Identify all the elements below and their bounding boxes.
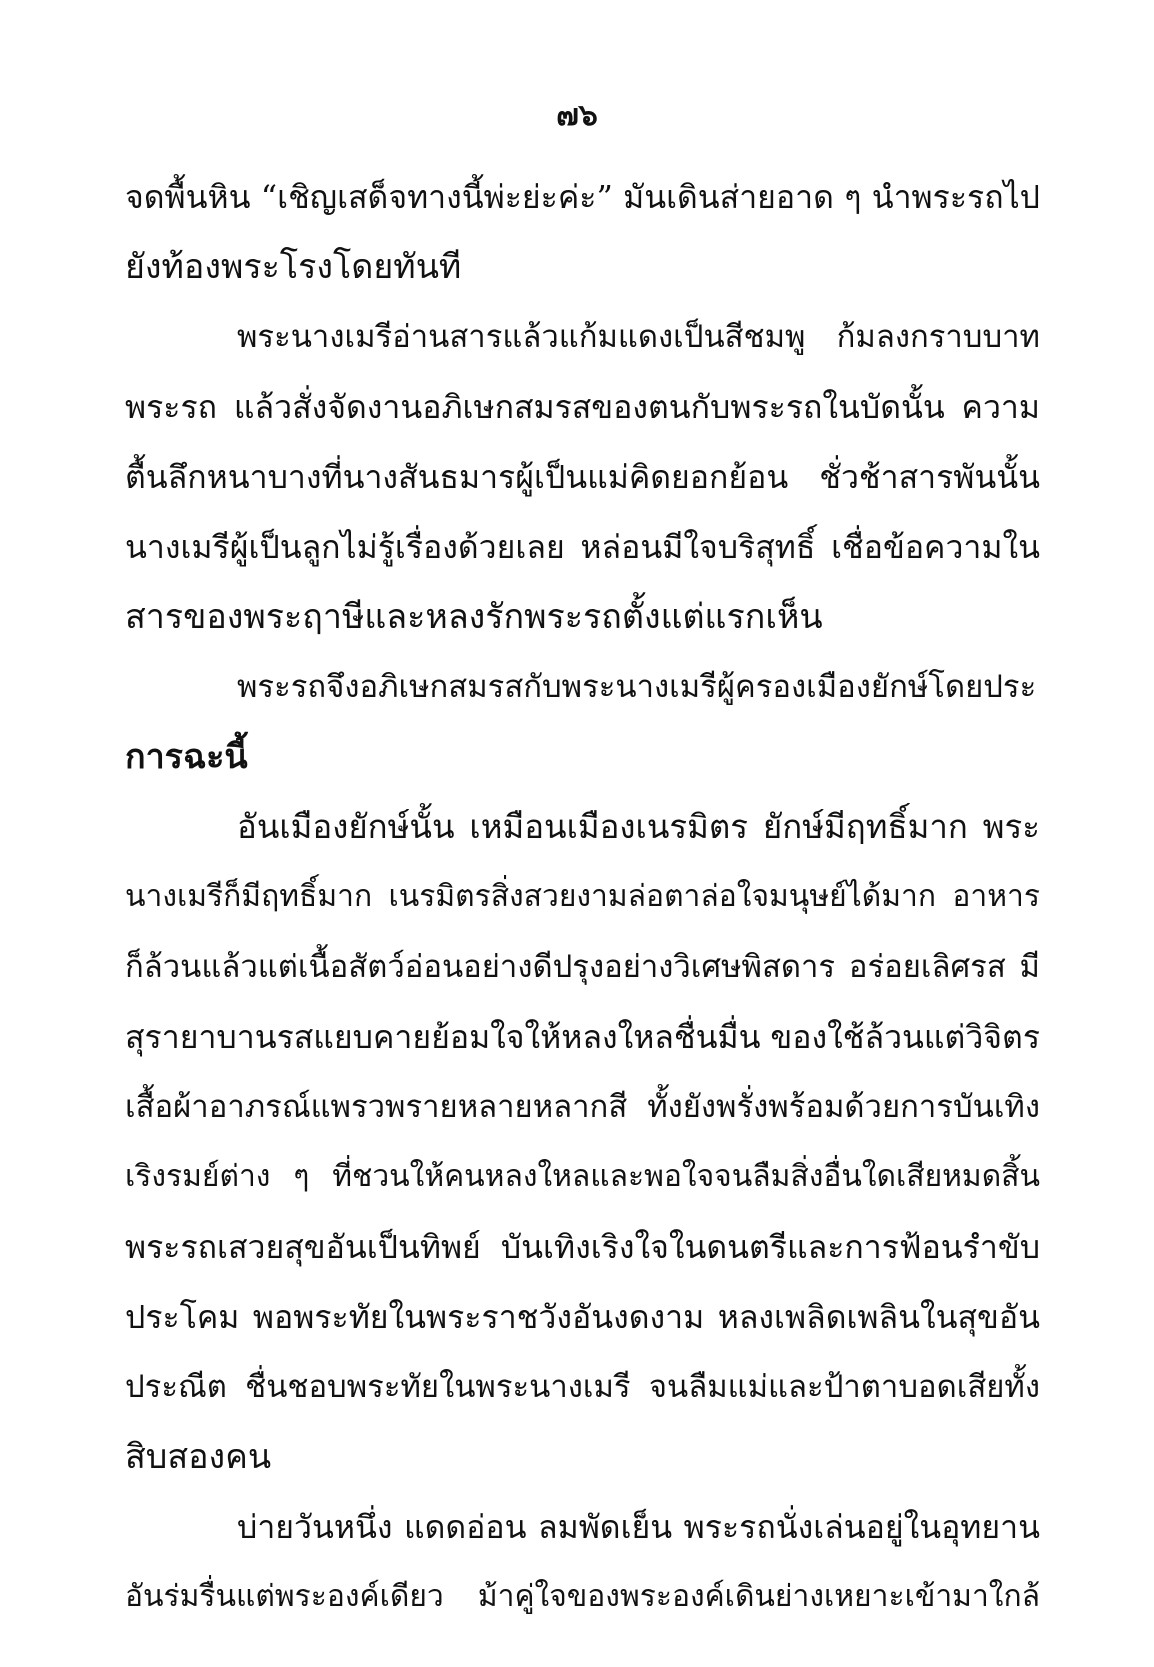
word: ๆ xyxy=(293,1159,310,1194)
word: พอพระทัยในพระราชวังอันงดงาม xyxy=(252,1298,705,1336)
word: จดพื้นหิน xyxy=(125,178,251,216)
page-number: ๗๖ xyxy=(556,98,598,133)
word: อันเมืองยักษ์นั้น xyxy=(237,807,455,846)
word: แล้วสั่งจัดงานอภิเษกสมรสของตนกับพระรถในบัดนั้น xyxy=(233,388,945,426)
word: นางเมรีก็มีฤทธิ์มาก xyxy=(125,879,373,914)
word: เสื้อผ้าอาภรณ์แพรวพรายหลายหลากสี xyxy=(125,1089,628,1125)
word: หลงเพลิดเพลินในสุขอัน xyxy=(717,1298,1040,1336)
text-line: พระรถจึงอภิเษกสมรสกับพระนางเมรีผู้ครองเมืองยักษ์โดยประ xyxy=(237,669,1037,705)
word: บันเทิงเริงใจในดนตรีและการฟ้อนรำขับ xyxy=(500,1228,1040,1266)
word: นำพระรถไป xyxy=(871,178,1040,216)
text-line xyxy=(125,862,1040,932)
word: ม้าคู่ใจของพระองค์เดินย่างเหยาะเข้ามาใกล้ xyxy=(477,1579,1040,1614)
word: “เชิญเสด็จทางนี้พ่ะย่ะค่ะ” xyxy=(260,178,613,216)
word: ประณีต xyxy=(125,1369,227,1405)
text-line xyxy=(125,302,1040,372)
word: อันร่มรื่นแต่พระองค์เดียว xyxy=(125,1579,444,1614)
word: นางเมรีผู้เป็นลูกไม่รู้เรื่องด้วยเลย xyxy=(125,528,565,566)
text-line xyxy=(125,1282,1040,1352)
word: หล่อนมีใจบริสุทธิ์ xyxy=(580,528,816,566)
text-line: การฉะนี้ xyxy=(125,737,248,777)
word: ประโคม xyxy=(125,1298,240,1336)
word: เนรมิตรสิ่งสวยงามล่อตาล่อใจมนุษย์ได้มาก xyxy=(388,879,937,914)
word: เหมือนเมืองเนรมิตร xyxy=(469,807,749,846)
word: ทั้งยังพรั่งพร้อมด้วยการบันเทิง xyxy=(647,1089,1040,1125)
word: แดดอ่อน xyxy=(403,1508,527,1546)
word: ที่ชวนให้คนหลงใหลและพอใจจนลืมสิ่งอื่นใดเสียหมดสิ้น xyxy=(332,1159,1040,1194)
word: พระรถนั่งเล่นอยู่ในอุทยาน xyxy=(683,1508,1040,1546)
word: พระนางเมรีอ่านสารแล้วแก้มแดงเป็นสีชมพู xyxy=(237,319,806,355)
text-line xyxy=(125,1492,1040,1562)
text-line xyxy=(125,162,1040,232)
word: ยักษ์มีฤทธิ์มาก xyxy=(762,807,968,846)
text-line xyxy=(125,1002,1040,1072)
word: ๆ xyxy=(844,178,862,216)
word: พระรถ xyxy=(125,388,218,426)
word: ก้มลงกราบบาท xyxy=(836,319,1040,355)
word: มี xyxy=(1019,949,1040,985)
word: พระรถเสวยสุขอันเป็นทิพย์ xyxy=(125,1228,481,1266)
word: บ่ายวันหนึ่ง xyxy=(237,1508,393,1546)
text-line: สิบสองคน xyxy=(125,1437,272,1477)
text-line xyxy=(125,1562,1040,1632)
text-line xyxy=(125,932,1040,1002)
text-line xyxy=(125,442,1040,512)
word: ของใช้ล้วนแต่วิจิตร xyxy=(770,1018,1040,1056)
word: เชื่อข้อความใน xyxy=(831,528,1040,566)
word: ตื้นลึกหนาบางที่นางสันธมารผู้เป็นแม่คิดยอกย้อน xyxy=(125,458,789,496)
word: ลมพัดเย็น xyxy=(538,1508,673,1546)
word: เริงรมย์ต่าง xyxy=(125,1159,271,1194)
text-line xyxy=(125,1142,1040,1212)
text-line: สารของพระฤาษีและหลงรักพระรถตั้งแต่แรกเห็น xyxy=(125,597,823,637)
text-line xyxy=(125,512,1040,582)
word: อร่อยเลิศรส xyxy=(848,949,1006,985)
text-line: ยังท้องพระโรงโดยทันที xyxy=(125,247,462,287)
word: ความ xyxy=(961,388,1040,426)
word: อาหาร xyxy=(952,879,1040,914)
word: พระ xyxy=(982,807,1040,846)
word: ก็ล้วนแล้วแต่เนื้อสัตว์อ่อนอย่างดีปรุงอย่างวิเศษพิสดาร xyxy=(125,949,836,985)
text-line xyxy=(125,1072,1040,1142)
text-line xyxy=(125,792,1040,862)
text-line xyxy=(125,1352,1040,1422)
text-line xyxy=(125,1212,1040,1282)
word: จนลืมแม่และป้าตาบอดเสียทั้ง xyxy=(648,1369,1040,1405)
text-line xyxy=(125,372,1040,442)
body-text xyxy=(125,162,1040,1632)
word: สุรายาบานรสแยบคายย้อมใจให้หลงใหลชื่นมื่น xyxy=(125,1018,761,1056)
word: ชื่นชอบพระทัยในพระนางเมรี xyxy=(245,1369,631,1405)
word: มันเดินส่ายอาด xyxy=(623,178,834,216)
word: ชั่วช้าสารพันนั้น xyxy=(819,458,1040,496)
